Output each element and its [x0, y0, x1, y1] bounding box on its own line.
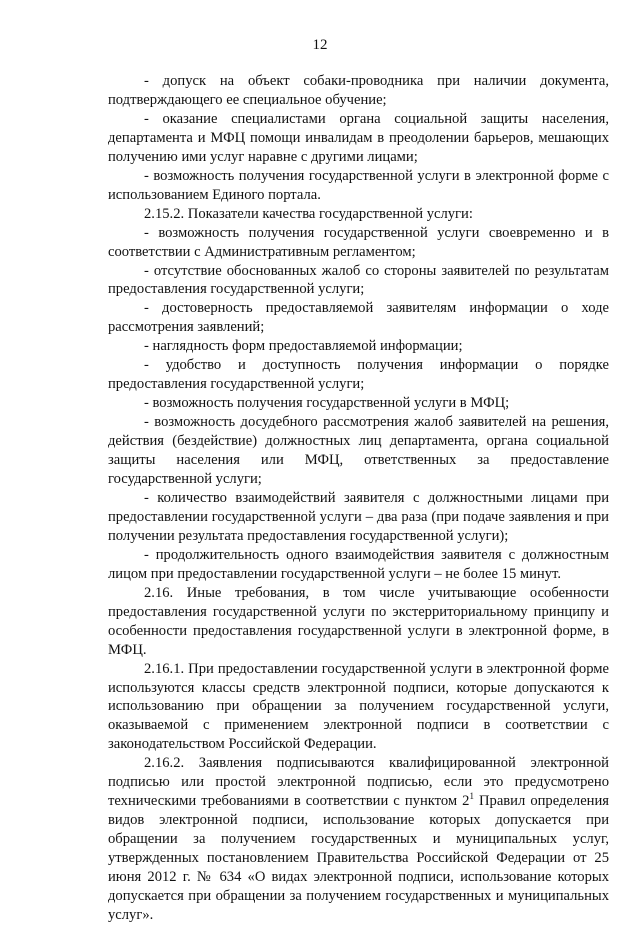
- paragraph-assistance: - оказание специалистами органа социальной защиты населения, департамента и МФЦ помощи инвалидам в преодолении барьеров, мешающих получению ими услуг наравне с другими лицами;: [108, 110, 609, 165]
- paragraph-2-16-2: [108, 754, 609, 925]
- page-number: 12: [312, 37, 328, 53]
- paragraph-convenience: - удобство и доступность получения информации о порядке предоставления государственной услуги;: [108, 357, 609, 393]
- paragraph-no-complaints: - отсутствие обоснованных жалоб со стороны заявителей по результатам предоставления государственной услуги;: [108, 262, 609, 298]
- paragraph-visual-forms: - наглядность форм предоставляемой информации;: [144, 338, 463, 355]
- paragraph-interaction-duration: - продолжительность одного взаимодействия заявителя с должностным лицом при предоставлении государственной услуги – не более 15 минут.: [108, 546, 609, 582]
- section-heading-2-15-2: 2.15.2. Показатели качества государственной услуги:: [144, 205, 473, 222]
- paragraph-interaction-count: - количество взаимодействий заявителя с должностными лицами при предоставлении государственной услуги – два раза (при подаче заявления и при получении результата предоставления государственной услуги);: [108, 489, 609, 544]
- paragraph-mfc-access: - возможность получения государственной услуги в МФЦ;: [144, 395, 510, 412]
- paragraph-guide-dog: - допуск на объект собаки-проводника при наличии документа, подтверждающего ее специальное обучение;: [108, 73, 609, 108]
- section-heading-2-16: 2.16. Иные требования, в том числе учитывающие особенности предоставления государственной услуги по экстерриториальному принципу и особенности предоставления государственной услуги в электронной форме, в МФЦ.: [108, 584, 609, 658]
- paragraph-timely-service: - возможность получения государственной услуги своевременно и в соответствии с Административным регламентом;: [108, 224, 609, 260]
- paragraph-electronic-form: - возможность получения государственной услуги в электронной форме с использованием Единого портала.: [108, 167, 609, 203]
- paragraph-reliable-info: - достоверность предоставляемой заявителям информации о ходе рассмотрения заявлений;: [108, 300, 609, 336]
- paragraph-pretrial-review: - возможность досудебного рассмотрения жалоб заявителей на решения, действия (бездействие) должностных лиц департамента, органа социальной защиты населения или МФЦ, ответственных за предоставление государственной услуги;: [108, 414, 609, 488]
- paragraph-2-16-2-text-end: Правил определения видов электронной подписи, использование которых допускается при обращении за получением государственных и муниципальных услуг, утвержденных постановлением Правительства Российской Федерации от 25 июня 2012 г. № 634 «О видах электронной подписи, использование которых допускается при обращении за получением государственных и муниципальных услуг».: [108, 793, 610, 923]
- paragraph-2-16-2-text-start: 2.16.2. Заявления подписываются квалифицированной электронной подписью или простой электронной подписью, если это предусмотрено техническими требованиями в соответствии с пунктом 2: [108, 755, 609, 810]
- document-body: [108, 72, 609, 925]
- paragraph-2-16-1: 2.16.1. При предоставлении государственной услуги в электронной форме используются классы средств электронной подписи, которые допускаются к использованию при обращении за получением государственной услуги, оказываемой с применением электронной подписи в соответствии с законодательством Российской Федерации.: [108, 660, 609, 753]
- footnote-superscript: 1: [469, 791, 474, 802]
